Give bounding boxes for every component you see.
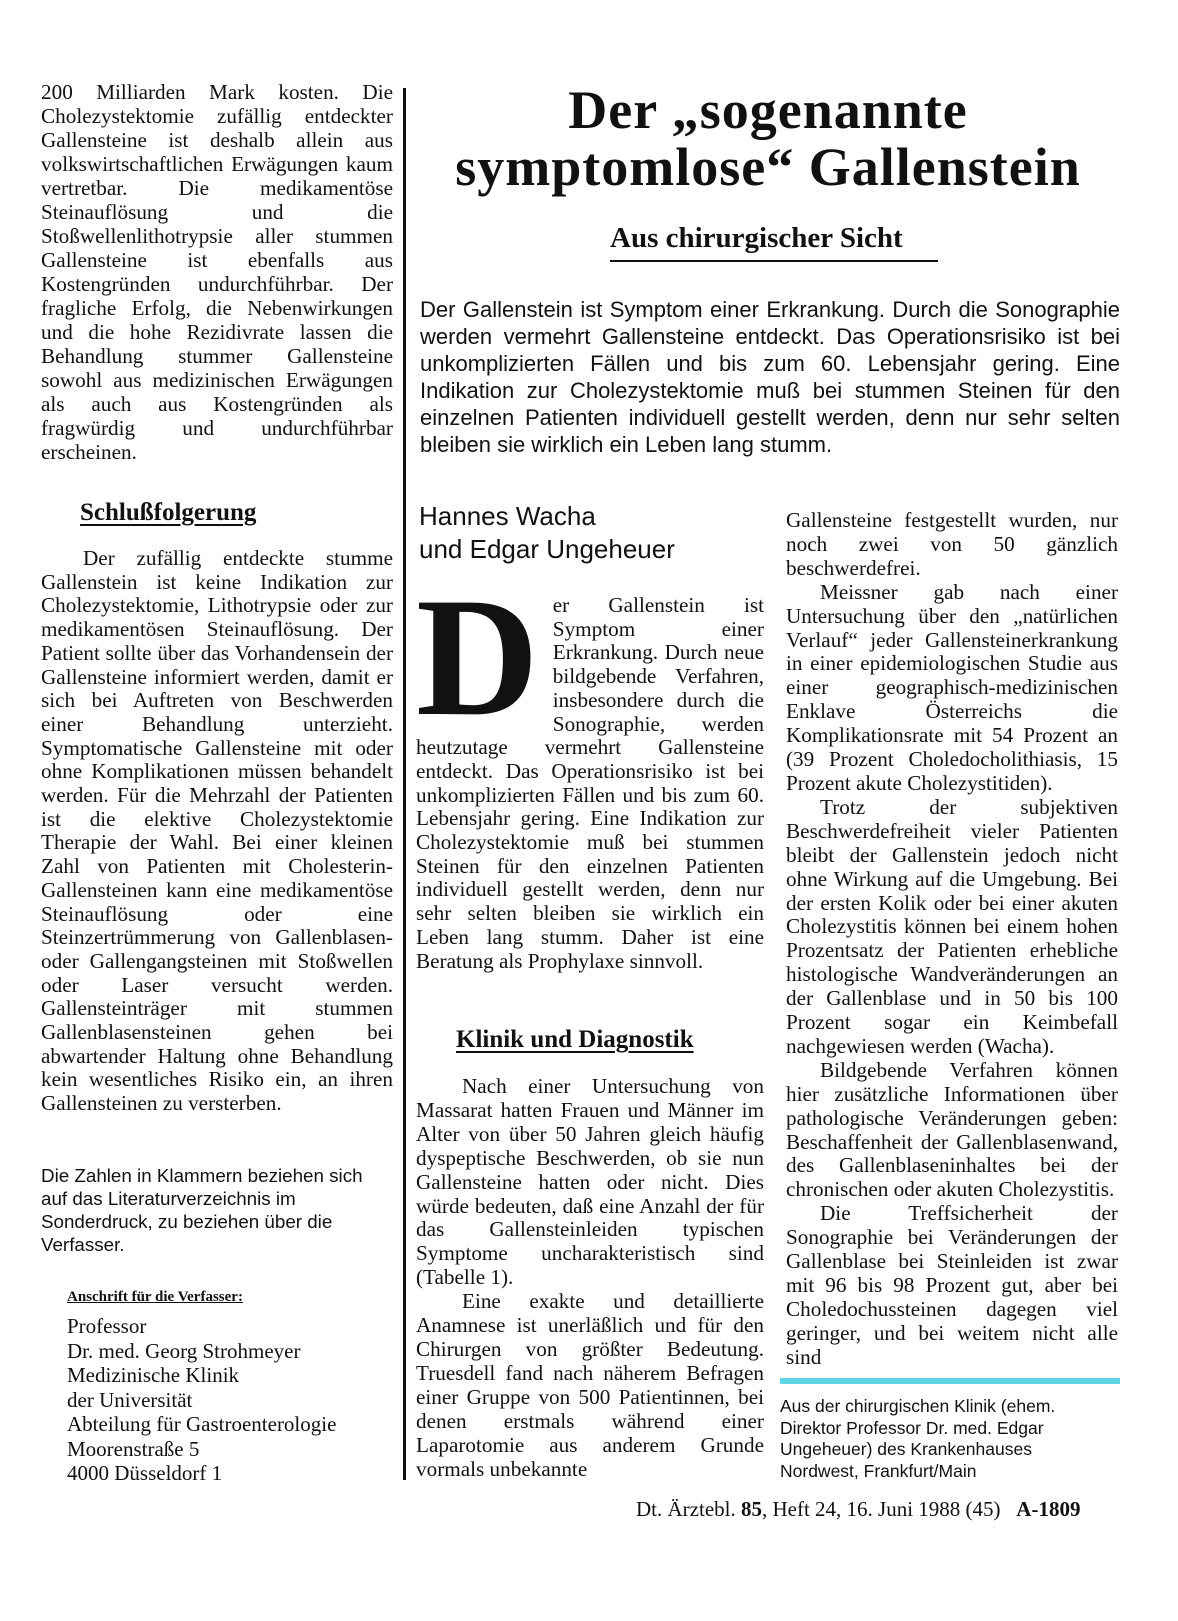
conclusion-body (41, 547, 393, 1116)
address-line: Dr. med. Georg Strohmeyer (67, 1338, 301, 1363)
author-block (419, 500, 675, 566)
title-line-1: Der „sogenannte (568, 80, 968, 140)
column-divider (403, 88, 406, 1480)
right-paragraph-4: Bildgebende Verfahren können hier zusätzliche Informationen über pathologische Veränderungen geben: Beschaffenheit der Gallenblasenwand, des Gallenblaseninhaltes bei der chronischen oder akuten Cholezystitis. (786, 1057, 1118, 1202)
journal-name: Dt. Ärztebl. (636, 1497, 736, 1521)
clinic-body (416, 1075, 764, 1481)
subtitle-underline (610, 260, 938, 262)
article-subtitle: Aus chirurgischer Sicht (610, 222, 903, 254)
left-paragraph: 200 Milliarden Mark kosten. Die Cholezystektomie zufällig entdeckter Gallensteine ist deshalb allein aus volkswirtschaftlichen Erwägungen kaum vertretbar. Die medikamentöse Steinauflösung und die Stoßwellenlithotrypsie aller stummen Gallensteine ist ebenfalls aus Kostengründen undurchführbar. Der fragliche Erfolg, die Nebenwirkungen und die hohe Rezidivrate lassen die Behandlung stummer Gallensteine sowohl aus medizinischen Erwägungen als auch aus Kostengründen als fragwürdig und undurchführbar erscheinen. (41, 80, 393, 464)
article-title (418, 82, 1118, 196)
address-line: der Universität (67, 1387, 193, 1412)
journal-volume: 85 (740, 1497, 762, 1521)
affiliation-note: Aus der chirurgischen Klinik (ehem. Direktor Professor Dr. med. Edgar Ungeheuer) des Krankenhauses Nordwest, Frankfurt/Main (780, 1396, 1056, 1481)
clinic-paragraph-2: Eine exakte und detaillierte Anamnese ist unerläßlich und für den Chirurgen von größter Bedeutung. Truesdell fand nach näherem Befragen einer Gruppe von 500 Patientinnen, bei denen erstmals während einer Laparotomie aus anderem Grunde vormals unbekannte (416, 1289, 764, 1481)
page-footer (636, 1497, 1080, 1522)
conclusion-heading: Schlußfolgerung (80, 499, 257, 526)
clinic-paragraph-1: Nach einer Untersuchung von Massarat hatten Frauen und Männer im Alter von über 50 Jahren gleich häufig dyspeptische Beschwerden, ob sie nun Gallensteine hatten oder nicht. Dies würde bedeuten, daß eine Anzahl der für das Gallensteinleiden typischen Symptome uncharakteristisch sind (Tabelle 1). (416, 1074, 764, 1290)
page-number: A-1809 (1016, 1497, 1081, 1521)
author-line-1: Hannes Wacha (419, 501, 596, 531)
clinic-heading: Klinik und Diagnostik (456, 1026, 694, 1053)
accent-bar (780, 1378, 1120, 1384)
conclusion-paragraph: Der zufällig entdeckte stumme Gallenstein ist keine Indikation zur Cholezystektomie, Lithotrypsie oder zur medikamentösen Steinauflösung. Der Patient sollte über das Vorhandensein der Gallensteine informiert werden, damit er sich bei Auftreten von Beschwerden einer Behandlung unterzieht. Symptomatische Gallensteine mit oder ohne Komplikationen müssen behandelt werden. Für die Mehrzahl der Patienten ist die elektive Cholezystektomie Therapie der Wahl. Bei einer kleinen Zahl von Patienten mit Cholesterin-Gallensteinen kann eine medikamentöse Steinauflösung oder eine Steinzertrümmerung von Gallenblasen- oder Gallengangsteinen mit Stoßwellen oder Laser versucht werden. Gallensteinträger mit stummen Gallenblasensteinen gehen bei abwartender Haltung ohne Behandlung kein wesentliches Risiko ein, an ihren Gallensteinen zu versterben. (41, 546, 393, 1116)
reference-note: Die Zahlen in Klammern beziehen sich auf das Literaturverzeichnis im Sonderdruck, zu beziehen über die Verfasser. (41, 1165, 363, 1255)
left-column (41, 80, 393, 464)
address-line: Medizinische Klinik (67, 1363, 240, 1387)
intro-paragraph: er Gallenstein ist Symptom einer Erkrankung. Durch neue bildgebende Verfahren, insbesondere durch die Sonographie, werden heutzutage vermehrt Gallensteine entdeckt. Das Operationsrisiko ist bei unkomplizierten Fällen und bis zum 60. Lebensjahr gering. Eine Indikation zur Cholezystektomie muß bei stummen Steinen für den einzelnen Patienten individuell gestellt werden, denn nur sehr selten bleiben sie wirklich ein Leben lang stumm. Daher ist eine Beratung als Prophylaxe sinnvoll. (416, 593, 764, 973)
right-paragraph-5: Die Treffsicherheit der Sonographie bei Veränderungen der Gallenblase bei Steinleiden ist zwar mit 96 bis 98 Prozent gut, aber bei Choledochussteinen dagegen viel geringer, und bei weitem nicht alle sind (786, 1201, 1118, 1369)
article-abstract: Der Gallenstein ist Symptom einer Erkrankung. Durch die Sonographie werden vermehrt Gallensteine entdeckt. Das Operationsrisiko ist bei unkomplizierten Fällen und bis zum 60. Lebensjahr gering. Eine Indikation zur Cholezystektomie muß bei stummen Steinen für den einzelnen Patienten individuell gestellt werden, denn nur sehr selten bleiben sie wirklich ein Leben lang stumm. (420, 297, 1120, 457)
middle-column (416, 563, 764, 973)
drop-cap: D (416, 563, 539, 751)
right-paragraph-1: Gallensteine festgestellt wurden, nur noch zwei von 50 gänzlich beschwerdefrei. (786, 508, 1118, 580)
address-line: Moorenstraße 5 (67, 1436, 200, 1461)
right-paragraph-3: Trotz der subjektiven Beschwerdefreiheit vieler Patienten bleibt der Gallenstein jedoch nicht ohne Wirkung auf die Umgebung. Bei der ersten Kolik oder bei einer akuten Cholezystitis können bei einem hohen Prozentsatz der Patienten erhebliche histologische Wandveränderungen an der Gallenblase und in 50 bis 100 Prozent sogar ein Keimbefall nachgewiesen werden (Wacha). (786, 794, 1118, 1058)
address-line: Professor (67, 1314, 147, 1338)
right-column (786, 509, 1118, 1370)
issue-info: , Heft 24, 16. Juni 1988 (45) (761, 1497, 1001, 1521)
title-line-2: symptomlose“ Gallenstein (455, 137, 1081, 197)
right-paragraph-2: Meissner gab nach einer Untersuchung über den „natürlichen Verlauf“ jeder Gallensteinerkrankung in einer epidemiologischen Studie aus einer geographisch-medizinischen Enklave Österreichs die Komplikationsrate mit 54 Prozent an (39 Prozent Choledocholithiasis, 15 Prozent akute Cholezystitiden). (786, 579, 1118, 795)
address-line: 4000 Düsseldorf 1 (67, 1461, 223, 1485)
author-line-2: und Edgar Ungeheuer (419, 534, 675, 564)
address-line: Abteilung für Gastroenterologie (67, 1412, 337, 1436)
address-heading: Anschrift für die Verfasser: (67, 1289, 243, 1305)
address-block (67, 1314, 336, 1486)
